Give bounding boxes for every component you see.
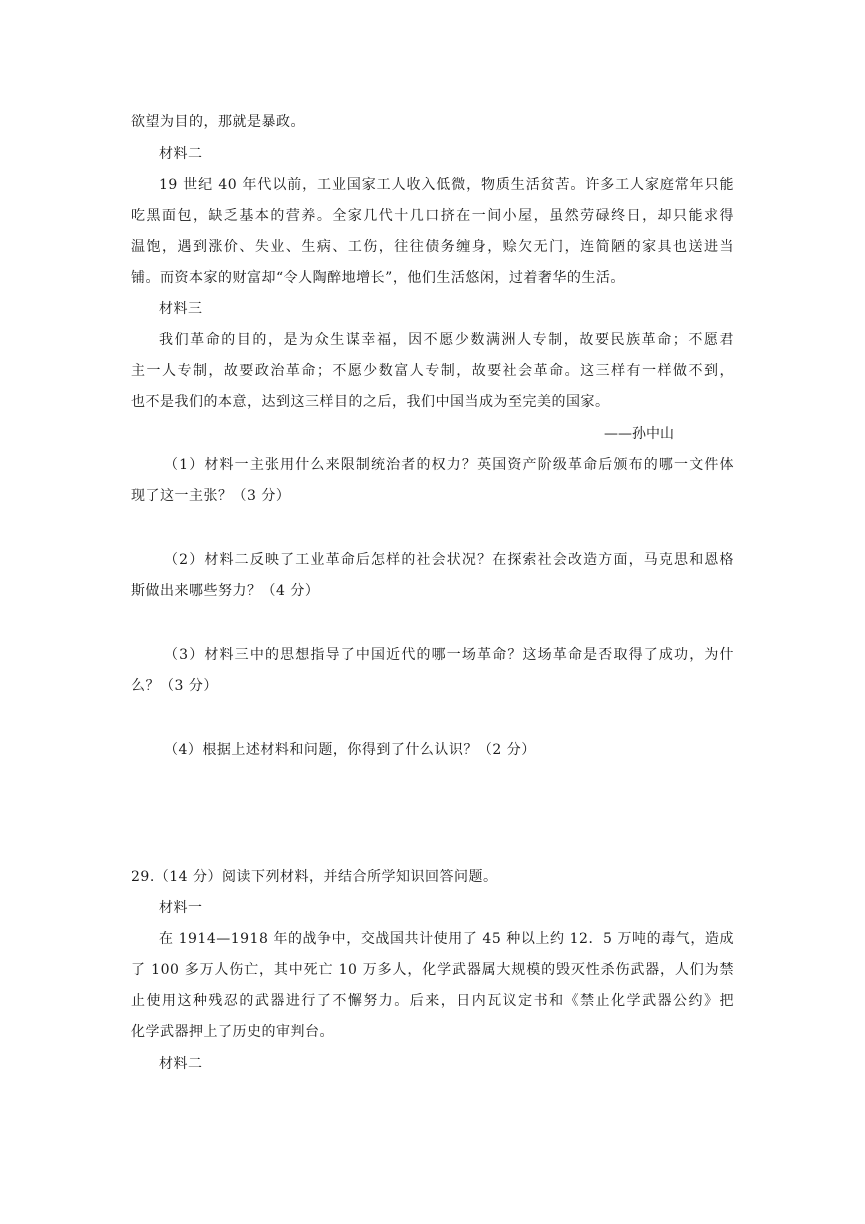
question-2-cont: 斯做出来哪些努力？（4 分） [131,583,320,599]
text-line: 我们革命的目的，是为众生谋幸福，因不愿少数满洲人专制，故要民族革命；不愿君 [159,332,734,348]
material-heading: 材料三 [159,301,203,317]
question-1: （1）材料一主张用什么来限制统治者的权力？英国资产阶级革命后颁布的哪一文件体 [164,457,734,473]
text-line: 19 世纪 40 年代以前，工业国家工人收入低微，物质生活贫苦。许多工人家庭常年只能 [159,177,734,193]
text-line: 也不是我们的本意，达到这三样目的之后，我们中国当成为至完美的国家。 [131,394,610,410]
question-4: （4）根据上述材料和问题，你得到了什么认识？（2 分） [164,742,536,758]
quote-attribution: ——孙中山 [604,426,674,442]
text-line: 在 1914—1918 年的战争中，交战国共计使用了 45 种以上约 12．5 万吨的毒气，造成 [159,931,734,947]
question-29-heading: 29.（14 分）阅读下列材料，并结合所学知识回答问题。 [131,869,498,885]
material-heading: 材料二 [159,1056,203,1072]
question-3: （3）材料三中的思想指导了中国近代的哪一场革命？这场革命是否取得了成功，为什 [164,647,734,663]
question-1-cont: 现了这一主张？（3 分） [131,488,291,504]
text-line: 化学武器押上了历史的审判台。 [131,1024,334,1040]
text-line: 温饱，遇到涨价、失业、生病、工伤，往往债务缠身，赊欠无门，连简陋的家具也送进当 [131,239,734,255]
text-line: 欲望为目的，那就是暴政。 [131,114,305,130]
question-2: （2）材料二反映了工业革命后怎样的社会状况？在探索社会改造方面，马克思和恩格 [164,552,734,568]
text-line: 吃黑面包，缺乏基本的营养。全家几代十几口挤在一间小屋，虽然劳碌终日，却只能求得 [131,208,734,224]
text-line: 了 100 多万人伤亡，其中死亡 10 万多人，化学武器属大规模的毁灭性杀伤武器，人们为禁 [131,962,734,978]
text-line: 主一人专制，故要政治革命；不愿少数富人专制，故要社会革命。这三样有一样做不到， [131,363,734,379]
text-line: 铺。而资本家的财富却“令人陶醉地增长”，他们生活悠闲，过着奢华的生活。 [131,270,625,286]
text-line: 止使用这种残忍的武器进行了不懈努力。后来，日内瓦议定书和《禁止化学武器公约》把 [131,993,734,1009]
material-heading: 材料二 [159,146,203,162]
question-3-cont: 么？（3 分） [131,678,218,694]
material-heading: 材料一 [159,900,203,916]
